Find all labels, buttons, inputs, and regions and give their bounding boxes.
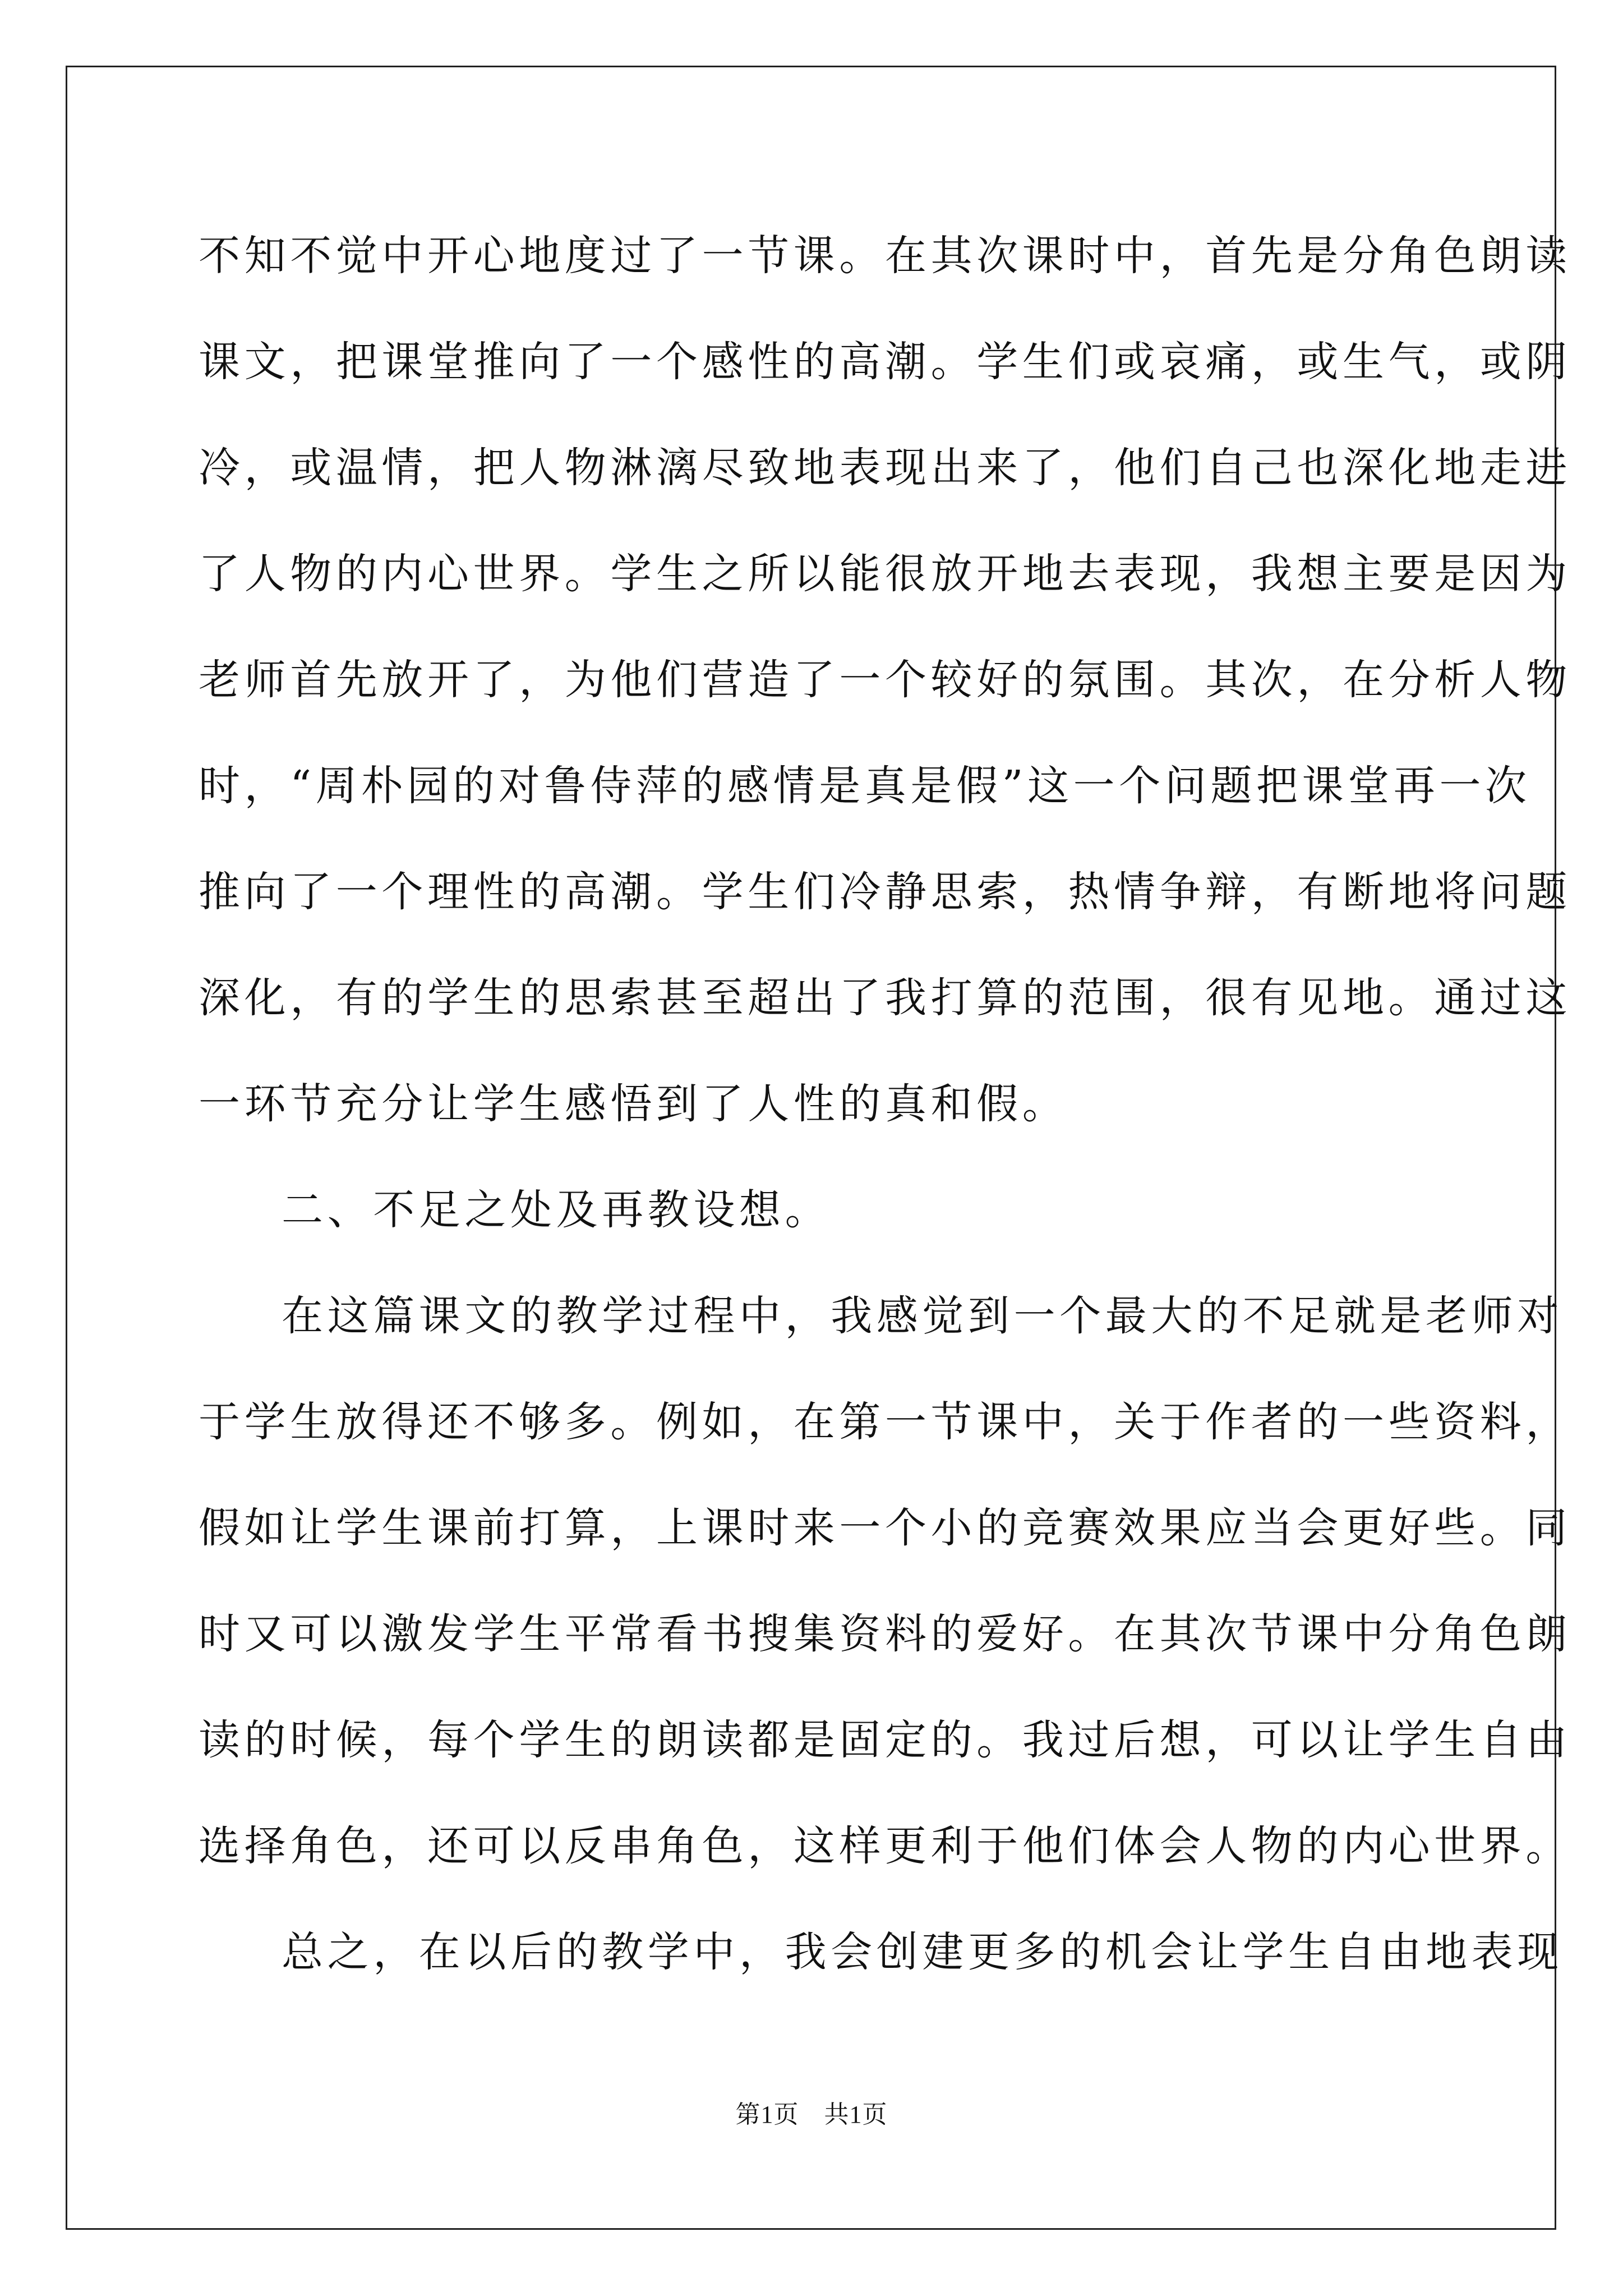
- text-line: 选择角色，还可以反串角色，这样更利于他们体会人物的内心世界。: [199, 1822, 1571, 1870]
- section-heading: 二、不足之处及再教设想。: [282, 1186, 831, 1234]
- text-line: 于学生放得还不够多。例如，在第一节课中，关于作者的一些资料，: [199, 1398, 1571, 1446]
- text-line: 时又可以激发学生平常看书搜集资料的爱好。在其次节课中分角色朗: [199, 1610, 1571, 1658]
- text-line: 推向了一个理性的高潮。学生们冷静思索，热情争辩，有断地将问题: [199, 868, 1571, 916]
- text-line: 读的时候，每个学生的朗读都是固定的。我过后想，可以让学生自由: [199, 1716, 1571, 1764]
- text-line: 不知不觉中开心地度过了一节课。在其次课时中，首先是分角色朗读: [199, 232, 1571, 280]
- text-line: 在这篇课文的教学过程中，我感觉到一个最大的不足就是老师对: [282, 1292, 1563, 1340]
- text-line: 总之，在以后的教学中，我会创建更多的机会让学生自由地表现: [282, 1928, 1563, 1976]
- page-number-footer: 第1页 共1页: [735, 2101, 888, 2128]
- document-body: [199, 203, 1571, 2005]
- text-line: 了人物的内心世界。学生之所以能很放开地去表现，我想主要是因为: [199, 550, 1571, 598]
- text-line: 假如让学生课前打算，上课时来一个小的竞赛效果应当会更好些。同: [199, 1504, 1571, 1552]
- text-line: 时，“周朴园的对鲁侍萍的感情是真是假”这一个问题把课堂再一次: [199, 762, 1531, 810]
- text-line: 老师首先放开了，为他们营造了一个较好的氛围。其次，在分析人物: [199, 656, 1571, 704]
- text-line: 深化，有的学生的思索甚至超出了我打算的范围，很有见地。通过这: [199, 974, 1571, 1022]
- text-line: 课文，把课堂推向了一个感性的高潮。学生们或哀痛，或生气，或阴: [199, 338, 1571, 386]
- text-line: 冷，或温情，把人物淋漓尽致地表现出来了，他们自己也深化地走进: [199, 444, 1571, 492]
- text-line: 一环节充分让学生感悟到了人性的真和假。: [199, 1080, 1068, 1128]
